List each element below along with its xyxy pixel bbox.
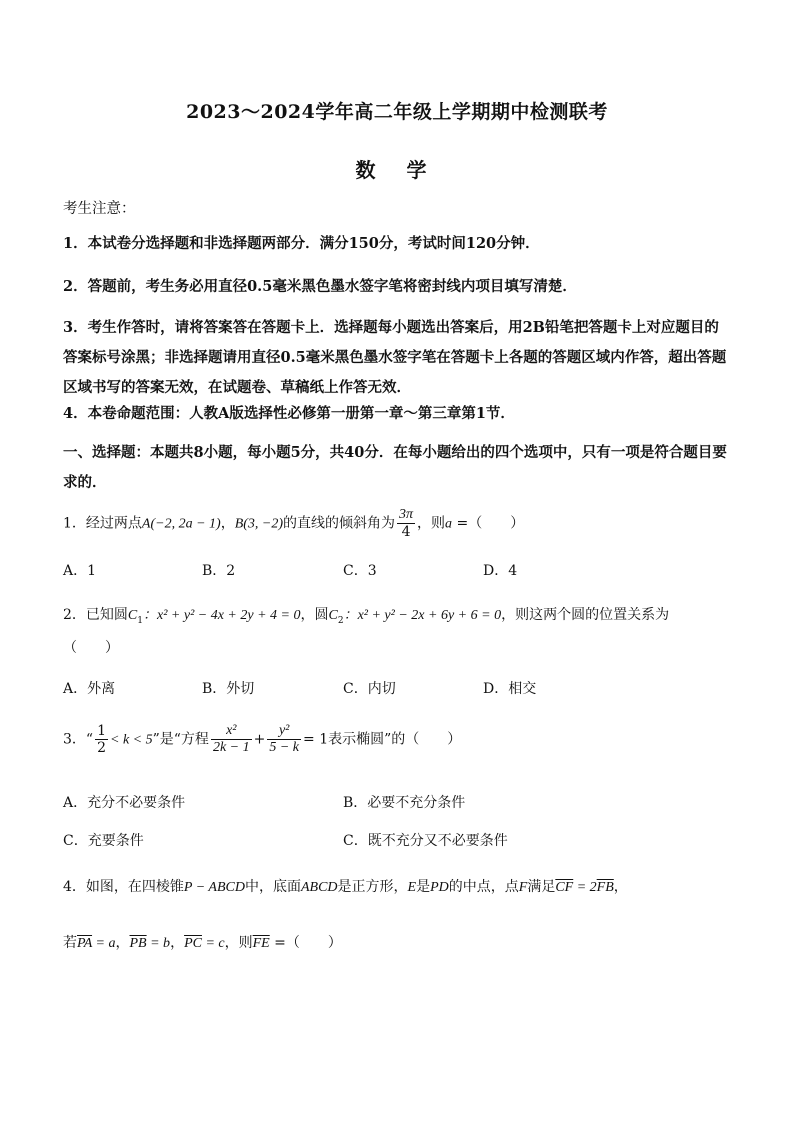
q4-vector-cf: $\overline{CF}$ <box>555 880 574 895</box>
q1-option-b: B．2 <box>202 563 236 579</box>
q4-segment-pd: PD <box>430 880 449 895</box>
q1-var: a <box>445 516 453 532</box>
question-3 <box>63 723 727 756</box>
exam-title: 2023～2024学年高二年级上学期期中检测联考 <box>186 101 608 123</box>
q4-point-e: E <box>407 880 417 895</box>
q4-vector-pb: $\overline{PB}$ <box>129 936 147 951</box>
subject-title: 数 学 <box>355 158 439 182</box>
q1-sep: ， <box>220 515 235 532</box>
q2-option-b: B．外切 <box>202 681 255 697</box>
q3-f3-num: y² <box>267 723 301 740</box>
question-1 <box>63 507 727 540</box>
q3-inequality: < k < 5 <box>110 732 153 748</box>
q1-angle-fraction <box>397 507 415 540</box>
q4-comma-2: ， <box>170 935 185 951</box>
q3-option-d: C．既不充分又不必要条件 <box>343 833 508 849</box>
q3-option-b: B．必要不充分条件 <box>343 795 466 811</box>
q4-vector-fb: $\overline{FB}$ <box>596 880 614 895</box>
q2-mid: ，圆 <box>300 607 329 623</box>
q3-fraction-y <box>267 723 301 756</box>
q3-eq: = 1 <box>303 731 329 748</box>
q4-eq-c: = c <box>201 936 225 951</box>
q3-option-c: C．充要条件 <box>63 833 144 849</box>
q1-frac-num: 3π <box>399 507 414 522</box>
q3-f3-den: 5 − k <box>269 740 300 755</box>
q4-mid-3: 是 <box>416 879 431 895</box>
q1-option-d: D．4 <box>483 563 518 579</box>
q2-eq1: ：x² + y² − 4x + 2y + 4 = 0 <box>143 608 301 623</box>
q3-prefix: 3．“ <box>63 731 94 748</box>
q4-base: ABCD <box>300 880 338 895</box>
q1-mid: 的直线的倾斜角为 <box>283 515 396 532</box>
q3-f2-den: 2k − 1 <box>212 740 250 755</box>
q1-tail: =（ ） <box>452 515 525 532</box>
q2-c1-sub: 1 <box>137 615 143 626</box>
q3-mid: ”是“方程 <box>152 731 209 748</box>
notice-item-2: 2．答题前，考生务必用直径0.5毫米黑色墨水签字笔将密封线内项目填写清楚． <box>63 278 577 295</box>
question-4-line-1 <box>63 876 727 899</box>
q4-mid-4: 的中点，点 <box>448 879 519 895</box>
q4-then: ，则 <box>224 935 253 951</box>
q2-tail: ，则这两个圆的位置关系为 <box>501 607 670 623</box>
q2-eq2: ：x² + y² − 2x + 6y + 6 = 0 <box>343 608 502 623</box>
q4-comma-1: ， <box>115 935 130 951</box>
q4-mid-2: 是正方形， <box>337 879 408 895</box>
q4-line1-end: ， <box>613 879 628 895</box>
q2-c2: C <box>328 608 338 623</box>
q2-paren: （ ） <box>63 640 119 656</box>
q3-fraction-x <box>211 723 252 756</box>
q3-f2-num: x² <box>211 723 252 740</box>
q1-point-a: A(−2, 2a − 1) <box>141 516 221 532</box>
q2-c1: C <box>127 608 138 623</box>
q3-option-a: A．充分不必要条件 <box>63 795 186 811</box>
q3-fraction-half <box>95 723 108 756</box>
q1-prefix: 1．经过两点 <box>63 515 142 532</box>
q2-prefix: 2．已知圆 <box>63 607 128 623</box>
q4-eq-rel: = 2 <box>573 880 597 895</box>
q1-point-b: B(3, −2) <box>234 516 284 532</box>
q4-mid-1: 中，底面 <box>244 879 301 895</box>
q1-post: ，则 <box>417 515 446 532</box>
q4-prefix: 4．如图，在四棱锥 <box>63 879 184 895</box>
q4-mid-5: 满足 <box>527 879 556 895</box>
notice-heading: 考生注意： <box>63 201 136 217</box>
q4-eq-b: = b <box>146 936 171 951</box>
notice-item-4: 4．本卷命题范围：人教A版选择性必修第一册第一章～第三章第1节． <box>63 405 515 422</box>
q1-frac-den: 4 <box>401 524 411 540</box>
notice-item-3: 3．考生作答时，请将答案答在答题卡上．选择题每小题选出答案后，用2B铅笔把答题卡上对应题目的答案标号涂黑；非选择题请用直径0.5毫米黑色墨水签字笔在答题卡上各题的答题区域内作答，超出答题区域书写的答案无效，在试题卷、草稿纸上作答无效． <box>63 319 727 396</box>
q2-option-a: A．外离 <box>63 681 116 697</box>
q4-vector-pc: $\overline{PC}$ <box>184 936 202 951</box>
q4-eq-a: = a <box>92 936 116 951</box>
q3-f1-den: 2 <box>97 740 106 756</box>
section-1-heading: 一、选择题：本题共8小题，每小题5分，共40分．在每小题给出的四个选项中，只有一项是符合题目要求的． <box>63 444 727 491</box>
question-2 <box>63 604 727 632</box>
q4-pyramid: P − ABCD <box>183 880 245 895</box>
q3-plus: + <box>253 731 266 748</box>
q3-tail: 表示椭圆”的（ ） <box>328 731 462 748</box>
q2-option-d: D．相交 <box>483 681 537 697</box>
q4-if: 若 <box>63 935 77 951</box>
notice-item-1: 1．本试卷分选择题和非选择题两部分．满分150分，考试时间120分钟． <box>63 235 540 252</box>
q2-option-c: C．内切 <box>343 681 396 697</box>
q4-vector-fe: $\overline{FE}$ <box>252 936 270 951</box>
q4-tail: =（ ） <box>269 935 342 951</box>
q4-vector-pa: $\overline{PA}$ <box>77 936 93 951</box>
q2-c2-sub: 2 <box>337 615 344 626</box>
question-4-line-2 <box>63 932 727 955</box>
q1-option-c: C．3 <box>343 563 377 579</box>
q3-f1-num: 1 <box>97 723 106 739</box>
q1-option-a: A．1 <box>63 563 97 579</box>
q4-point-f: F <box>518 880 528 895</box>
